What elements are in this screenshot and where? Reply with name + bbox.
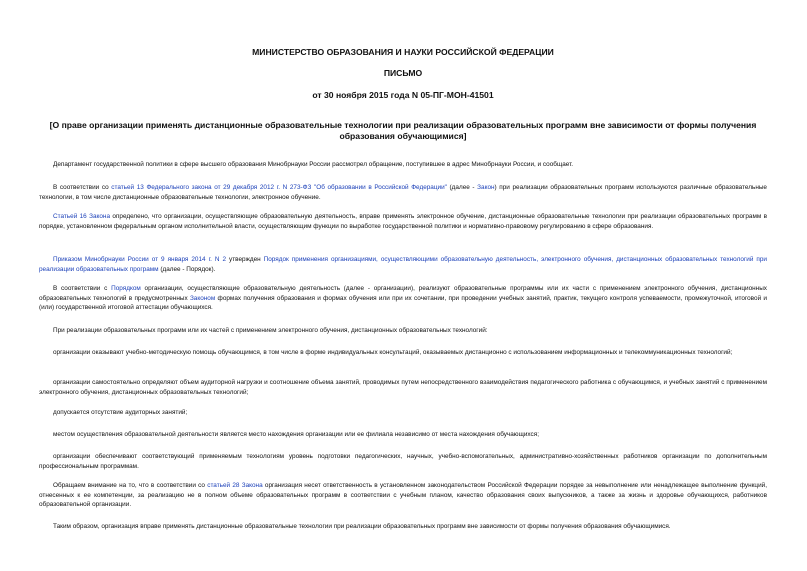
- text: ) при реализации образовательных программ используются различные образовательные технологии, в том числе дистанционные образовательные технологии, электронное обучение.: [39, 184, 767, 201]
- paragraph-13: Таким образом, организация вправе применять дистанционные образовательные технологии при реализации образовательных программ вне зависимости от формы получения образования обучающимися.: [53, 523, 671, 530]
- paragraph-7: организации оказывают учебно-методическую помощь обучающимся, в том числе в форме индивидуальных консультаций, оказываемых дистанционно с использованием информационных и телекоммуникационных технологий;: [53, 349, 733, 356]
- text: формах получения образования и формах обучения или при их сочетании, при проведении учебных занятий, практик, текущего контроля успеваемости, промежуточной, итоговой и (или) государственной итоговой аттестации обучающихся.: [39, 294, 767, 311]
- text: утвержден: [226, 256, 264, 263]
- paragraph-8: организации самостоятельно определяют объем аудиторной нагрузки и соотношение объема занятий, проводимых путем непосредственного взаимодействия педагогического работника с обучающимся, и учебных занятий с применением электронного обучения, дистанционных образовательных технологий;: [39, 379, 767, 396]
- paragraph-10: местом осуществления образовательной деятельности является место нахождения организации или ее филиала независимо от места нахождения обучающихся;: [53, 431, 539, 438]
- paragraph-4: [39, 255, 767, 274]
- link-article-16[interactable]: Статьей 16 Закона: [53, 213, 111, 220]
- paragraph-3: [39, 212, 767, 231]
- paragraph-11: организации обеспечивают соответствующий применяемым технологиям уровень подготовки педагогических, научных, учебно-вспомогательных, административно-хозяйственных работников организации по дополнительным профессиональным программам.: [39, 453, 767, 470]
- link-law-2[interactable]: Законом: [189, 294, 216, 302]
- letter-subject: [О праве организации применять дистанционные образовательные технологии при реализации образовательных программ вне зависимости от формы получения образования обучающимися]: [49, 120, 757, 141]
- paragraph-2: [39, 183, 767, 202]
- text: организации, осуществляющие образовательную деятельность (далее - организации), реализуют образовательные программы или их части с применением электронного обучения, дистанционных образовательных технологий в предусмотренных: [39, 285, 768, 302]
- link-order-n2[interactable]: Приказом Минобрнауки России от 9 января 2014 г. N 2: [53, 256, 227, 263]
- link-article-28[interactable]: статьей 28 Закона: [207, 482, 263, 489]
- date-number-heading: от 30 ноября 2015 года N 05-ПГ-МОН-41501: [312, 90, 494, 100]
- doc-type-heading: ПИСЬМО: [383, 68, 423, 78]
- paragraph-12: [39, 481, 767, 510]
- text: (далее -: [446, 184, 478, 191]
- link-law-article-13[interactable]: статьей 13 Федерального закона от 29 декабря 2012 г. N 273-ФЗ "Об образовании в Российской Федерации": [111, 184, 447, 191]
- paragraph-1: Департамент государственной политики в сфере высшего образования Минобрнауки России рассмотрел обращение, поступившее в адрес Минобрнауки России, и сообщает.: [53, 161, 574, 168]
- link-procedure-2[interactable]: Порядком: [111, 285, 141, 292]
- text: организация несет ответственность в установленном законодательством Российской Федерации порядке за невыполнение или ненадлежащее выполнение функций, отнесенных к ее компетенции, за реализацию не в полном объеме образовательных программ в соответствии с учебным планом, качество образования своих выпускников, а также за жизнь и здоровье обучающихся, работников образовательной организации.: [39, 482, 767, 508]
- text: Обращаем внимание на то, что в соответствии со: [53, 482, 208, 489]
- text: определено, что организации, осуществляющие образовательную деятельность, вправе применять электронное обучение, дистанционные образовательные технологии при реализации образовательных программ в порядке, установленном федеральным органом исполнительной власти, осуществляющим функции по выработке государственной политики и нормативно-правовому регулированию в сфере образования.: [39, 213, 767, 230]
- link-procedure[interactable]: Порядок применения организациями, осуществляющими образовательную деятельность, электронного обучения, дистанционных образовательных технологий при реализации образовательных программ: [39, 256, 767, 273]
- ministry-heading: МИНИСТЕРСТВО ОБРАЗОВАНИЯ И НАУКИ РОССИЙСКОЙ ФЕДЕРАЦИИ: [252, 47, 554, 57]
- link-law[interactable]: Закон: [477, 184, 495, 191]
- paragraph-5: [39, 284, 767, 313]
- text: В соответствии со: [53, 184, 112, 191]
- text: В соответствии с: [53, 285, 112, 292]
- paragraph-6: При реализации образовательных программ или их частей с применением электронного обучения, дистанционных образовательных технологий:: [53, 327, 488, 334]
- paragraph-9: допускается отсутствие аудиторных занятий;: [53, 409, 188, 416]
- text: (далее - Порядок).: [158, 265, 216, 273]
